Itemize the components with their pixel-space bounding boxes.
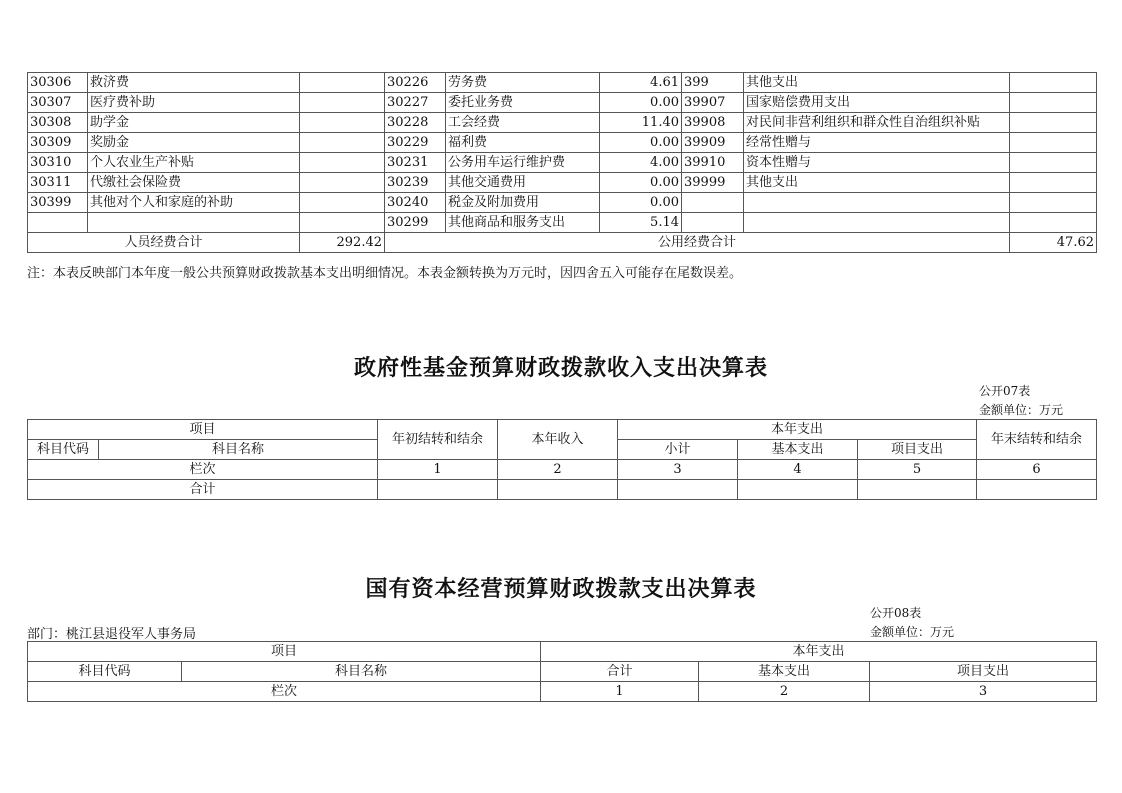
personnel-amount-cell bbox=[300, 133, 385, 153]
personnel-amount-cell bbox=[300, 213, 385, 233]
public-amount-cell: 4.00 bbox=[600, 153, 682, 173]
personnel-amount-cell bbox=[300, 113, 385, 133]
personnel-name-cell bbox=[88, 213, 300, 233]
fund-form-number: 公开07表 bbox=[979, 384, 1031, 398]
personnel-code-cell: 30307 bbox=[28, 93, 88, 113]
public-name-cell: 福利费 bbox=[446, 133, 600, 153]
other-code-cell: 399 bbox=[682, 73, 744, 93]
fund-header-begin-balance: 年初结转和结余 bbox=[378, 420, 498, 460]
fund-header-item: 项目 bbox=[28, 420, 378, 440]
department-label: 部门：桃江县退役军人事务局 bbox=[27, 627, 197, 642]
table-note: 注：本表反映部门本年度一般公共预算财政拨款基本支出明细情况。本表金额转换为万元时，因四舍五入可能存在尾数误差。 bbox=[27, 266, 743, 281]
public-code-cell: 30226 bbox=[385, 73, 446, 93]
public-name-cell: 税金及附加费用 bbox=[446, 193, 600, 213]
capital-table-title: 国有资本经营预算财政拨款支出决算表 bbox=[365, 576, 757, 602]
capital-header-expense: 本年支出 bbox=[541, 642, 1097, 662]
personnel-amount-cell bbox=[300, 93, 385, 113]
public-amount-cell: 0.00 bbox=[600, 193, 682, 213]
capital-header-row-2 bbox=[28, 662, 1097, 682]
other-name-cell: 国家赔偿费用支出 bbox=[744, 93, 1010, 113]
fund-seq-label: 栏次 bbox=[28, 460, 378, 480]
public-code-cell: 30229 bbox=[385, 133, 446, 153]
other-amount-cell bbox=[1010, 153, 1097, 173]
other-amount-cell bbox=[1010, 193, 1097, 213]
other-amount-cell bbox=[1010, 73, 1097, 93]
other-amount-cell bbox=[1010, 173, 1097, 193]
personnel-code-cell: 30311 bbox=[28, 173, 88, 193]
personnel-total-value: 292.42 bbox=[300, 233, 385, 253]
table-row bbox=[28, 213, 1097, 233]
public-name-cell: 公务用车运行维护费 bbox=[446, 153, 600, 173]
fund-total-cell bbox=[738, 480, 858, 500]
fund-seq-5: 5 bbox=[858, 460, 977, 480]
other-name-cell: 经常性赠与 bbox=[744, 133, 1010, 153]
basic-expense-detail-body bbox=[28, 73, 1097, 233]
public-name-cell: 劳务费 bbox=[446, 73, 600, 93]
capital-header-name: 科目名称 bbox=[182, 662, 541, 682]
table-row bbox=[28, 113, 1097, 133]
personnel-amount-cell bbox=[300, 173, 385, 193]
table-row bbox=[28, 153, 1097, 173]
capital-seq-3: 3 bbox=[870, 682, 1097, 702]
personnel-code-cell: 30306 bbox=[28, 73, 88, 93]
capital-budget-table bbox=[27, 641, 1097, 702]
personnel-name-cell: 救济费 bbox=[88, 73, 300, 93]
capital-header-code: 科目代码 bbox=[28, 662, 182, 682]
personnel-amount-cell bbox=[300, 73, 385, 93]
public-amount-cell: 0.00 bbox=[600, 173, 682, 193]
capital-seq-2: 2 bbox=[699, 682, 870, 702]
public-code-cell: 30227 bbox=[385, 93, 446, 113]
capital-seq-label: 栏次 bbox=[28, 682, 541, 702]
public-total-label: 公用经费合计 bbox=[385, 233, 1010, 253]
other-code-cell: 39999 bbox=[682, 173, 744, 193]
capital-form-number: 公开08表 bbox=[870, 606, 922, 620]
other-name-cell: 资本性赠与 bbox=[744, 153, 1010, 173]
public-total-value: 47.62 bbox=[1010, 233, 1097, 253]
public-amount-cell: 0.00 bbox=[600, 93, 682, 113]
public-code-cell: 30240 bbox=[385, 193, 446, 213]
fund-seq-4: 4 bbox=[738, 460, 858, 480]
capital-header-row-1 bbox=[28, 642, 1097, 662]
fund-header-basic: 基本支出 bbox=[738, 440, 858, 460]
public-code-cell: 30239 bbox=[385, 173, 446, 193]
public-amount-cell: 0.00 bbox=[600, 133, 682, 153]
public-code-cell: 30228 bbox=[385, 113, 446, 133]
personnel-name-cell: 奖励金 bbox=[88, 133, 300, 153]
fund-table-title: 政府性基金预算财政拨款收入支出决算表 bbox=[353, 355, 768, 381]
table-row bbox=[28, 93, 1097, 113]
other-amount-cell bbox=[1010, 133, 1097, 153]
fund-total-label: 合计 bbox=[28, 480, 378, 500]
capital-header-total: 合计 bbox=[541, 662, 699, 682]
public-amount-cell: 5.14 bbox=[600, 213, 682, 233]
fund-header-subtotal: 小计 bbox=[618, 440, 738, 460]
fund-header-end-balance: 年末结转和结余 bbox=[977, 420, 1097, 460]
public-name-cell: 委托业务费 bbox=[446, 93, 600, 113]
table-row bbox=[28, 73, 1097, 93]
fund-header-expense: 本年支出 bbox=[618, 420, 977, 440]
fund-total-row bbox=[28, 480, 1097, 500]
capital-header-item: 项目 bbox=[28, 642, 541, 662]
fund-seq-row bbox=[28, 460, 1097, 480]
personnel-code-cell bbox=[28, 213, 88, 233]
public-name-cell: 工会经费 bbox=[446, 113, 600, 133]
personnel-amount-cell bbox=[300, 193, 385, 213]
other-amount-cell bbox=[1010, 113, 1097, 133]
fund-header-project: 项目支出 bbox=[858, 440, 977, 460]
fund-unit-label: 金额单位：万元 bbox=[979, 403, 1064, 417]
public-code-cell: 30299 bbox=[385, 213, 446, 233]
other-amount-cell bbox=[1010, 93, 1097, 113]
other-code-cell: 39910 bbox=[682, 153, 744, 173]
fund-total-cell bbox=[977, 480, 1097, 500]
personnel-name-cell: 个人农业生产补贴 bbox=[88, 153, 300, 173]
personnel-total-label: 人员经费合计 bbox=[28, 233, 300, 253]
table-row bbox=[28, 173, 1097, 193]
personnel-code-cell: 30308 bbox=[28, 113, 88, 133]
personnel-code-cell: 30310 bbox=[28, 153, 88, 173]
personnel-name-cell: 代缴社会保险费 bbox=[88, 173, 300, 193]
other-name-cell: 其他支出 bbox=[744, 73, 1010, 93]
public-amount-cell: 11.40 bbox=[600, 113, 682, 133]
personnel-name-cell: 其他对个人和家庭的补助 bbox=[88, 193, 300, 213]
other-code-cell: 39909 bbox=[682, 133, 744, 153]
capital-header-basic: 基本支出 bbox=[699, 662, 870, 682]
fund-budget-table bbox=[27, 419, 1097, 500]
fund-total-cell bbox=[618, 480, 738, 500]
fund-total-cell bbox=[498, 480, 618, 500]
other-name-cell bbox=[744, 213, 1010, 233]
personnel-code-cell: 30399 bbox=[28, 193, 88, 213]
fund-seq-1: 1 bbox=[378, 460, 498, 480]
other-code-cell: 39907 bbox=[682, 93, 744, 113]
fund-header-income: 本年收入 bbox=[498, 420, 618, 460]
capital-unit-label: 金额单位：万元 bbox=[870, 625, 955, 639]
fund-header-row-1 bbox=[28, 420, 1097, 440]
table-row bbox=[28, 133, 1097, 153]
fund-seq-2: 2 bbox=[498, 460, 618, 480]
personnel-name-cell: 医疗费补助 bbox=[88, 93, 300, 113]
public-amount-cell: 4.61 bbox=[600, 73, 682, 93]
personnel-name-cell: 助学金 bbox=[88, 113, 300, 133]
public-name-cell: 其他交通费用 bbox=[446, 173, 600, 193]
public-name-cell: 其他商品和服务支出 bbox=[446, 213, 600, 233]
fund-header-code: 科目代码 bbox=[28, 440, 99, 460]
personnel-amount-cell bbox=[300, 153, 385, 173]
fund-total-cell bbox=[378, 480, 498, 500]
capital-seq-1: 1 bbox=[541, 682, 699, 702]
fund-seq-3: 3 bbox=[618, 460, 738, 480]
capital-header-project: 项目支出 bbox=[870, 662, 1097, 682]
other-code-cell bbox=[682, 193, 744, 213]
other-code-cell: 39908 bbox=[682, 113, 744, 133]
basic-expense-detail-table bbox=[27, 72, 1097, 253]
fund-seq-6: 6 bbox=[977, 460, 1097, 480]
other-name-cell bbox=[744, 193, 1010, 213]
totals-row bbox=[28, 233, 1097, 253]
capital-seq-row bbox=[28, 682, 1097, 702]
table-row bbox=[28, 193, 1097, 213]
fund-total-cell bbox=[858, 480, 977, 500]
other-name-cell: 对民间非营利组织和群众性自治组织补贴 bbox=[744, 113, 1010, 133]
public-code-cell: 30231 bbox=[385, 153, 446, 173]
other-code-cell bbox=[682, 213, 744, 233]
fund-header-name: 科目名称 bbox=[99, 440, 378, 460]
other-name-cell: 其他支出 bbox=[744, 173, 1010, 193]
personnel-code-cell: 30309 bbox=[28, 133, 88, 153]
other-amount-cell bbox=[1010, 213, 1097, 233]
